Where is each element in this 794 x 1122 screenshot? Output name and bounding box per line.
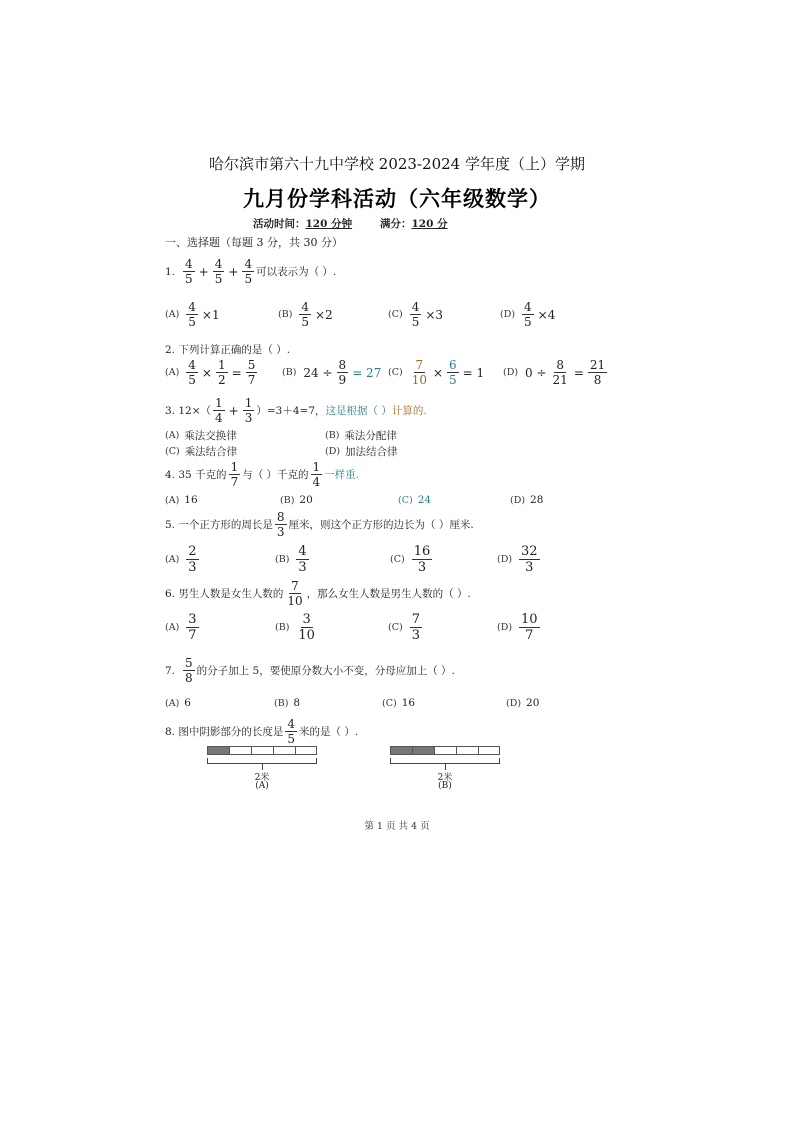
question-text: 4. 35 千克的 (165, 469, 227, 481)
fraction (275, 510, 287, 539)
option-d[interactable] (500, 300, 557, 329)
option-expr: = 1 (462, 365, 485, 380)
option-b[interactable] (275, 612, 319, 643)
question-text: 这是根据（ ） (325, 405, 392, 417)
operator: × (201, 365, 212, 380)
fraction (242, 257, 254, 286)
option-label: (C) (388, 622, 403, 633)
numerator: 16 (413, 544, 431, 559)
fraction (410, 300, 422, 329)
question-number: 1. (165, 265, 176, 278)
option-label: (D) (510, 494, 526, 506)
fraction (296, 544, 308, 575)
fraction (410, 358, 429, 387)
fraction (246, 358, 258, 387)
question-7 (165, 656, 455, 685)
fraction (243, 396, 255, 425)
denominator: 5 (244, 272, 253, 286)
option-expr: 0 ÷ (525, 365, 547, 380)
option-a[interactable] (165, 697, 191, 709)
fraction (551, 358, 570, 387)
option-label: (B) (282, 367, 297, 378)
option-c[interactable] (398, 494, 431, 506)
operator: = (231, 365, 242, 380)
segment-bar (207, 746, 319, 755)
denominator: 3 (525, 560, 534, 575)
question-8 (165, 717, 358, 746)
denominator: 5 (411, 315, 420, 329)
option-label: (C) (388, 309, 403, 320)
denominator: 5 (188, 315, 196, 329)
option-label: (D) (325, 446, 341, 457)
option-d[interactable] (510, 494, 543, 506)
option-label: (C) (165, 446, 180, 457)
option-expr: ×1 (201, 307, 220, 322)
denominator: 9 (338, 373, 347, 387)
numerator: 32 (521, 544, 538, 559)
numerator: 4 (188, 300, 196, 314)
option-d[interactable] (497, 612, 542, 643)
diagram-label: (B) (438, 781, 452, 791)
denominator: 3 (188, 560, 197, 575)
option-c[interactable] (388, 612, 424, 643)
option-label: (B) (280, 494, 295, 506)
length-label: 2米 (437, 773, 453, 783)
fraction (337, 358, 349, 387)
option-label: (D) (497, 554, 513, 565)
page-footer: 第 1 页 共 4 页 (364, 821, 430, 832)
option-c[interactable] (388, 300, 445, 329)
denominator: 8 (593, 373, 602, 387)
option-d[interactable] (503, 358, 609, 387)
denominator: 10 (287, 594, 303, 608)
option-c[interactable] (165, 444, 237, 459)
option-label: (A) (165, 622, 180, 633)
fraction (183, 656, 195, 685)
option-text: 乘法分配律 (344, 430, 397, 442)
shaded-segment (412, 746, 434, 755)
option-c[interactable] (390, 544, 434, 575)
question-text: 可以表示为（ ）. (256, 266, 337, 278)
numerator: 7 (411, 612, 420, 627)
numerator: 4 (244, 257, 253, 271)
diagram-b[interactable] (390, 746, 502, 796)
option-expr: ×3 (425, 307, 444, 322)
numerator: 5 (185, 656, 193, 670)
diagram-label: (A) (255, 781, 269, 791)
option-text: 乘法交换律 (184, 430, 237, 442)
fraction (213, 257, 225, 286)
question-4 (165, 460, 359, 489)
fraction (186, 300, 198, 329)
time-label: 活动时间： (253, 218, 306, 230)
score-label: 满分： (380, 218, 412, 230)
numerator: 5 (247, 358, 256, 372)
option-label: (B) (274, 697, 289, 709)
operator: + (228, 403, 239, 418)
option-label: (C) (398, 494, 413, 506)
numerator: 1 (312, 460, 321, 474)
numerator: 1 (230, 460, 239, 474)
numerator: 4 (301, 300, 310, 314)
option-b[interactable] (280, 494, 313, 506)
fraction (183, 257, 195, 286)
time-value: 120 分钟 (305, 218, 353, 230)
fraction (299, 300, 311, 329)
operator: × (432, 365, 444, 380)
option-text: 6 (184, 697, 191, 709)
fraction (447, 358, 459, 387)
score-value: 120 分 (411, 218, 448, 230)
option-text: 乘法结合律 (184, 446, 238, 458)
segment (478, 746, 500, 755)
option-a[interactable] (165, 612, 201, 643)
fraction (229, 460, 241, 489)
denominator: 2 (217, 373, 226, 387)
time-info (253, 216, 352, 231)
question-1 (165, 257, 336, 286)
numerator: 3 (302, 612, 311, 627)
denominator: 5 (214, 272, 223, 286)
numerator: 10 (521, 612, 538, 627)
section-heading: 一、选择题（每题 3 分，共 30 分） (165, 236, 343, 249)
denominator: 8 (185, 671, 193, 685)
numerator: 7 (291, 579, 299, 593)
option-a[interactable] (165, 494, 198, 506)
question-6 (165, 579, 471, 608)
numerator: 21 (589, 358, 606, 372)
option-label: (A) (165, 494, 180, 506)
operator: = (573, 365, 584, 380)
denominator: 10 (411, 373, 427, 387)
option-a[interactable] (165, 544, 201, 575)
option-a[interactable] (165, 358, 259, 387)
fraction (213, 396, 225, 425)
option-b[interactable] (275, 544, 311, 575)
fraction (410, 612, 422, 643)
option-label: (A) (165, 697, 180, 709)
denominator: 5 (524, 315, 532, 329)
option-label: (A) (165, 367, 180, 378)
option-label: (A) (165, 430, 180, 441)
numerator: 4 (214, 257, 223, 271)
option-expr: ×4 (537, 307, 556, 322)
operator: + (228, 264, 239, 279)
numerator: 8 (338, 358, 347, 372)
denominator: 5 (449, 373, 457, 387)
school-header: 哈尔滨市第六十九中学校 2023-2024 学年度（上）学期 (209, 155, 585, 173)
question-text: ）=3＋4=7， (256, 405, 326, 417)
fraction (296, 612, 317, 643)
question-text: 8. 图中阴影部分的长度是 (165, 726, 284, 738)
fraction (311, 460, 323, 489)
numerator: 1 (217, 358, 226, 372)
numerator: 8 (276, 510, 285, 524)
option-label: (B) (325, 430, 340, 441)
numerator: 4 (298, 544, 307, 559)
operator: + (198, 264, 209, 279)
denominator: 4 (215, 411, 223, 425)
segment (229, 746, 251, 755)
option-label: (D) (503, 367, 519, 378)
numerator: 3 (188, 612, 197, 627)
fraction (186, 544, 198, 575)
fraction (186, 358, 198, 387)
denominator: 21 (552, 373, 568, 387)
segment-bar (390, 746, 502, 755)
segment (273, 746, 295, 755)
option-label: (A) (165, 554, 180, 565)
question-text: ，那么女生人数是男生人数的（ ）. (306, 588, 471, 600)
option-expr: 24 ÷ (303, 365, 333, 380)
denominator: 7 (230, 475, 239, 489)
option-text: 16 (401, 697, 416, 709)
option-c[interactable] (388, 358, 486, 387)
option-label: (D) (500, 309, 516, 320)
option-text: 28 (530, 494, 544, 506)
question-number: 7. (165, 664, 176, 677)
numerator: 4 (524, 300, 532, 314)
shaded-segment (390, 746, 412, 755)
question-5 (165, 510, 474, 539)
option-label: (C) (390, 554, 405, 565)
option-b[interactable] (325, 428, 397, 443)
option-c[interactable] (382, 697, 415, 709)
numerator: 2 (188, 544, 197, 559)
option-a[interactable] (165, 300, 222, 329)
segment (456, 746, 478, 755)
segment (434, 746, 456, 755)
length-label: 2米 (254, 773, 270, 783)
option-label: (D) (497, 622, 513, 633)
option-label: (B) (275, 622, 290, 633)
denominator: 7 (188, 628, 197, 643)
option-label: (C) (382, 697, 397, 709)
option-text: 20 (526, 697, 540, 709)
question-text: 6. 男生人数是女生人数的 (165, 588, 284, 600)
denominator: 3 (298, 560, 307, 575)
diagram-a[interactable] (207, 746, 319, 796)
denominator: 7 (525, 628, 534, 643)
numerator: 4 (188, 358, 196, 372)
denominator: 3 (244, 411, 253, 425)
option-text: 加法结合律 (345, 446, 398, 458)
fraction (285, 717, 297, 746)
numerator: 4 (411, 300, 420, 314)
numerator: 1 (244, 396, 253, 410)
numerator: 8 (556, 358, 564, 372)
question-text: 的分子加上 5，要使原分数大小不变，分母应加上（ ）. (196, 665, 455, 677)
denominator: 5 (185, 272, 193, 286)
option-text: 8 (293, 697, 301, 709)
fraction (519, 544, 540, 575)
segment (295, 746, 317, 755)
question-text: 与（ ）千克的 (242, 469, 309, 481)
page-title: 九月份学科活动（六年级数学） (243, 186, 551, 211)
denominator: 3 (276, 525, 285, 539)
fraction (412, 544, 433, 575)
option-text: 24 (417, 494, 432, 506)
question-text: 计算的. (391, 405, 427, 417)
fraction (522, 300, 534, 329)
question-2: 2. 下列计算正确的是（ ）. (165, 344, 291, 356)
fraction (216, 358, 228, 387)
question-text: 厘米，则这个正方形的边长为（ ）厘米. (288, 519, 474, 531)
score-info (380, 216, 448, 231)
numerator: 4 (287, 717, 295, 731)
denominator: 3 (417, 560, 427, 575)
option-label: (B) (275, 554, 290, 565)
question-text: 3. 12×（ (165, 405, 212, 417)
numerator: 7 (415, 358, 424, 372)
option-b[interactable] (282, 358, 383, 387)
fraction (186, 612, 198, 643)
numerator: 1 (215, 396, 223, 410)
denominator: 5 (188, 373, 196, 387)
option-d[interactable] (325, 444, 398, 459)
denominator: 10 (298, 628, 315, 643)
fraction (285, 579, 304, 608)
numerator: 6 (449, 358, 457, 372)
option-label: (C) (388, 367, 403, 378)
fraction (519, 612, 540, 643)
question-text: 米的是（ ）. (299, 726, 359, 738)
option-label: (D) (506, 697, 522, 709)
option-expr: = 27 (352, 365, 382, 380)
fraction (588, 358, 607, 387)
option-text: 20 (299, 494, 313, 506)
option-label: (A) (165, 309, 180, 320)
option-d[interactable] (497, 544, 542, 575)
question-3 (165, 396, 427, 425)
question-text: 5. 一个正方形的周长是 (165, 519, 273, 531)
segment (251, 746, 273, 755)
question-text: 一样重. (324, 469, 360, 481)
denominator: 7 (247, 373, 256, 387)
shaded-segment (207, 746, 229, 755)
denominator: 4 (312, 475, 321, 489)
option-b[interactable] (274, 697, 300, 709)
numerator: 4 (185, 257, 193, 271)
option-d[interactable] (506, 697, 539, 709)
option-text: 16 (184, 494, 198, 506)
option-expr: ×2 (315, 307, 333, 322)
denominator: 5 (287, 732, 295, 746)
option-a[interactable] (165, 428, 237, 443)
option-b[interactable] (278, 300, 335, 329)
denominator: 3 (411, 628, 420, 643)
denominator: 5 (301, 315, 310, 329)
option-label: (B) (278, 309, 293, 320)
